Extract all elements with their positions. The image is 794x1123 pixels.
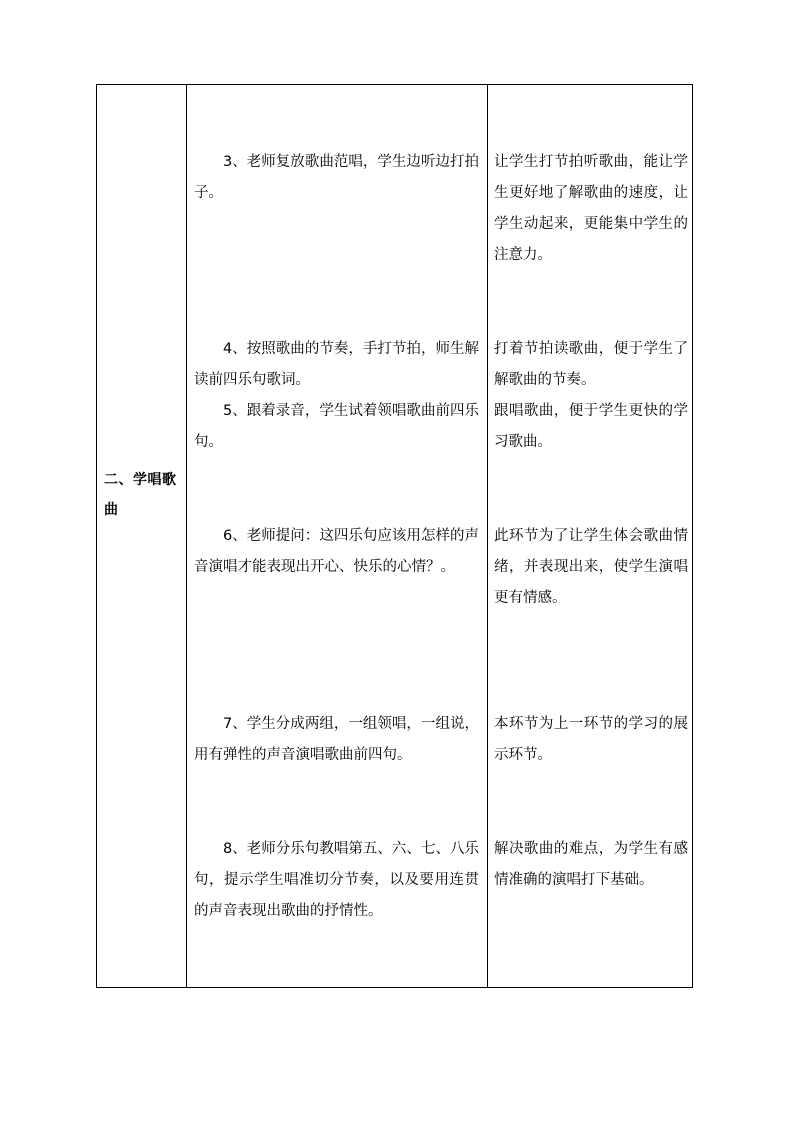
intent-text: 此环节为了让学生体会歌曲情绪，并表现出来，使学生演唱更有情感。 <box>494 528 688 606</box>
step-text: 7、学生分成两组，一组领唱，一组说，用有弹性的声音演唱歌曲前四句。 <box>194 716 479 763</box>
column-divider-1 <box>186 85 187 987</box>
intent-text: 跟唱歌曲，便于学生更快的学习歌曲。 <box>494 403 688 450</box>
design-intent-3 <box>494 521 688 614</box>
teaching-step-4-5 <box>194 334 479 458</box>
teaching-step-8 <box>194 834 479 927</box>
column-divider-2 <box>487 85 488 987</box>
intent-text: 本环节为上一环节的学习的展示环节。 <box>494 716 688 763</box>
stage-label: 二、学唱歌曲 <box>104 472 177 518</box>
intent-text: 打着节拍读歌曲，便于学生了解歌曲的节奏。 <box>494 341 688 388</box>
step-text: 5、跟着录音，学生试着领唱歌曲前四乐句。 <box>194 403 479 450</box>
design-intent-1 <box>494 147 688 271</box>
step-text: 6、老师提问：这四乐句应该用怎样的声音演唱才能表现出开心、快乐的心情？。 <box>194 528 479 575</box>
intent-text: 解决歌曲的难点，为学生有感情准确的演唱打下基础。 <box>494 841 688 888</box>
design-intent-2 <box>494 334 688 458</box>
design-intent-5 <box>494 834 688 896</box>
step-text: 8、老师分乐句教唱第五、六、七、八乐句，提示学生唱准切分节奏，以及要用连贯的声音表现出歌曲的抒情性。 <box>194 841 479 919</box>
step-text: 3、老师复放歌曲范唱，学生边听边打拍子。 <box>194 154 479 201</box>
lesson-table <box>96 84 693 988</box>
intent-text: 让学生打节拍听歌曲，能让学生更好地了解歌曲的速度，让学生动起来，更能集中学生的注意力。 <box>494 154 688 263</box>
teaching-step-3 <box>194 147 479 209</box>
design-intent-4 <box>494 709 688 771</box>
step-text: 4、按照歌曲的节奏，手打节拍，师生解读前四乐句歌词。 <box>194 341 479 388</box>
teaching-step-7 <box>194 709 479 771</box>
teaching-step-6 <box>194 521 479 583</box>
